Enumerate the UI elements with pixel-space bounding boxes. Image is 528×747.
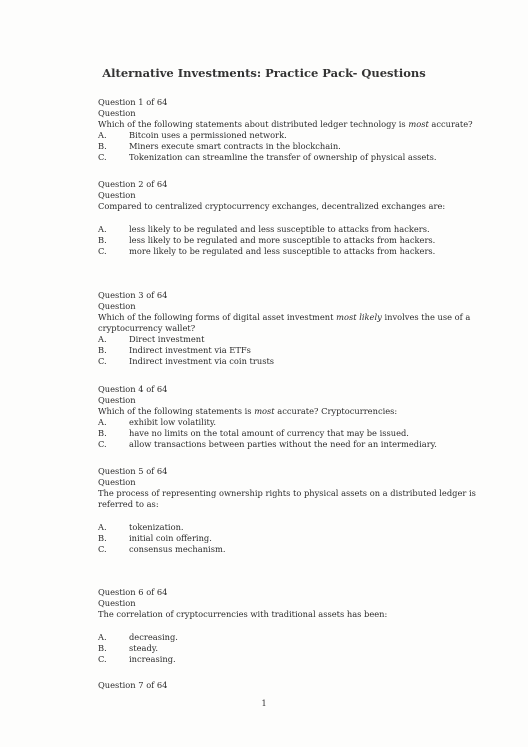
answer-options xyxy=(98,522,490,555)
page-title: Alternative Investments: Practice Pack- Questions xyxy=(102,66,426,80)
question-text: Which of the following statements is most accurate? Cryptocurrencies: xyxy=(98,406,398,416)
question-number: Question 6 of 64 xyxy=(98,587,168,597)
answer-option: B. Indirect investment via ETFs xyxy=(98,345,251,355)
question-number: Question 7 of 64 xyxy=(98,680,168,690)
answer-options xyxy=(98,334,490,367)
question-number: Question 2 of 64 xyxy=(98,179,168,189)
question-number: Question 5 of 64 xyxy=(98,466,168,476)
answer-option: B. less likely to be regulated and more susceptible to attacks from hackers. xyxy=(98,235,436,245)
answer-option: C. Indirect investment via coin trusts xyxy=(98,356,275,366)
answer-option: A. Bitcoin uses a permissioned network. xyxy=(98,130,287,140)
question-number: Question 4 of 64 xyxy=(98,384,168,394)
answer-option: B. Miners execute smart contracts in the blockchain. xyxy=(98,141,341,151)
answer-options xyxy=(98,632,490,665)
question-label: Question xyxy=(98,598,136,608)
answer-option: A. decreasing. xyxy=(98,632,178,642)
question-text: Which of the following statements about distributed ledger technology is most accurate? xyxy=(98,119,473,129)
question-label: Question xyxy=(98,190,136,200)
question-block-7 xyxy=(98,680,490,691)
answer-option: C. consensus mechanism. xyxy=(98,544,226,554)
question-text: The correlation of cryptocurrencies with traditional assets has been: xyxy=(98,609,388,619)
answer-option: B. steady. xyxy=(98,643,158,653)
answer-options xyxy=(98,417,490,450)
answer-option: C. more likely to be regulated and less susceptible to attacks from hackers. xyxy=(98,246,436,256)
question-block-6 xyxy=(98,587,490,665)
question-number: Question 3 of 64 xyxy=(98,290,168,300)
question-block-3 xyxy=(98,290,490,367)
answer-option: C. allow transactions between parties without the need for an intermediary. xyxy=(98,439,437,449)
answer-options xyxy=(98,224,490,257)
question-text: Compared to centralized cryptocurrency exchanges, decentralized exchanges are: xyxy=(98,201,446,211)
answer-option: B. initial coin offering. xyxy=(98,533,212,543)
question-block-5 xyxy=(98,466,490,555)
answer-option: A. less likely to be regulated and less susceptible to attacks from hackers. xyxy=(98,224,430,234)
question-label: Question xyxy=(98,108,136,118)
question-block-1 xyxy=(98,97,490,163)
question-block-4 xyxy=(98,384,490,450)
answer-option: C. increasing. xyxy=(98,654,176,664)
question-label: Question xyxy=(98,301,136,311)
answer-option: A. tokenization. xyxy=(98,522,184,532)
question-text: Which of the following forms of digital asset investment most likely involves the use of a cryptocurrency wallet? xyxy=(98,312,471,333)
question-block-2 xyxy=(98,179,490,257)
question-number: Question 1 of 64 xyxy=(98,97,168,107)
answer-option: B. have no limits on the total amount of currency that may be issued. xyxy=(98,428,409,438)
question-label: Question xyxy=(98,395,136,405)
answer-options xyxy=(98,130,490,163)
page-number: 1 xyxy=(261,699,267,708)
answer-option: A. Direct investment xyxy=(98,334,205,344)
question-text: The process of representing ownership rights to physical assets on a distributed ledger is referred to as: xyxy=(98,488,476,509)
answer-option: C. Tokenization can streamline the transfer of ownership of physical assets. xyxy=(98,152,437,162)
question-label: Question xyxy=(98,477,136,487)
answer-option: A. exhibit low volatility. xyxy=(98,417,217,427)
